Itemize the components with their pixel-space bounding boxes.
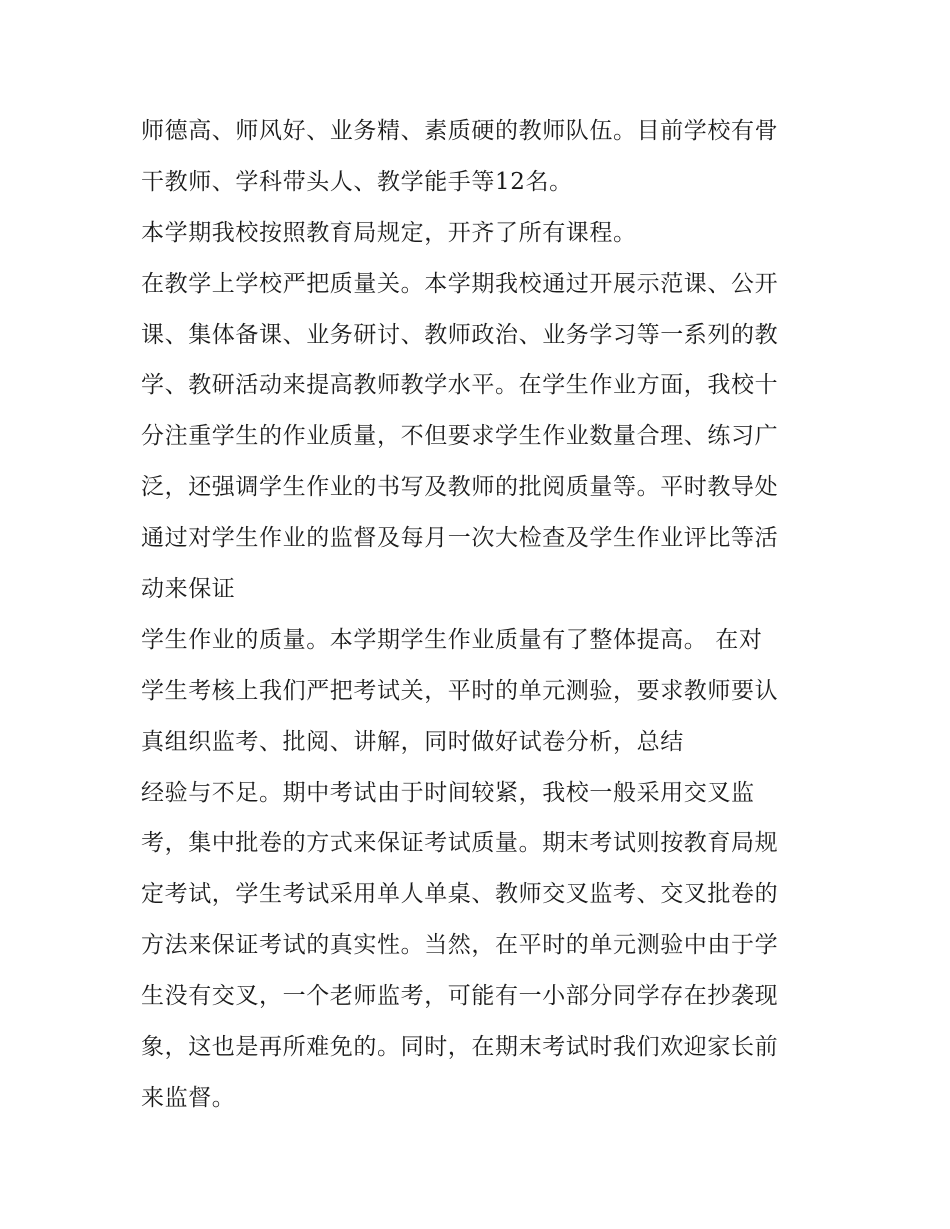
- text-line: 泛，还强调学生作业的书写及教师的批阅质量等。平时教导处: [141, 474, 779, 501]
- text-line: 分注重学生的作业质量，不但要求学生作业数量合理、练习广: [141, 423, 779, 450]
- text-line: 生没有交叉，一个老师监考，可能有一小部分同学存在抄袭现: [141, 983, 779, 1010]
- text-line: 学、教研活动来提高教师教学水平。在学生作业方面，我校十: [141, 372, 779, 399]
- text-line: 方法来保证考试的真实性。当然，在平时的单元测验中由于学: [141, 932, 779, 959]
- text-line: 干教师、学科带头人、教学能手等12名。: [141, 168, 573, 195]
- text-line: 来监督。: [141, 1084, 236, 1111]
- text-line: 象，这也是再所难免的。同时，在期末考试时我们欢迎家长前: [141, 1034, 779, 1061]
- text-line: 本学期我校按照教育局规定，开齐了所有课程。: [141, 219, 637, 246]
- text-line: 经验与不足。期中考试由于时间较紧，我校一般采用交叉监: [141, 779, 755, 806]
- text-line: 通过对学生作业的监督及每月一次大检查及学生作业评比等活: [141, 525, 779, 552]
- text-line: 师德高、师风好、业务精、素质硬的教师队伍。目前学校有骨: [141, 118, 779, 144]
- text-line: 定考试，学生考试采用单人单桌、教师交叉监考、交叉批卷的: [141, 881, 779, 908]
- body-text: [141, 106, 821, 1124]
- text-line: 学生作业的质量。本学期学生作业质量有了整体提高。 在对: [141, 626, 763, 653]
- text-line: 真组织监考、批阅、讲解，同时做好试卷分析，总结: [141, 728, 684, 755]
- text-line: 课、集体备课、业务研讨、教师政治、业务学习等一系列的教: [141, 321, 779, 348]
- text-line: 在教学上学校严把质量关。本学期我校通过开展示范课、公开: [141, 270, 779, 297]
- text-line: 学生考核上我们严把考试关，平时的单元测验，要求教师要认: [141, 677, 779, 704]
- text-line: 动来保证: [141, 576, 236, 603]
- text-line: 考，集中批卷的方式来保证考试质量。期末考试则按教育局规: [141, 830, 779, 857]
